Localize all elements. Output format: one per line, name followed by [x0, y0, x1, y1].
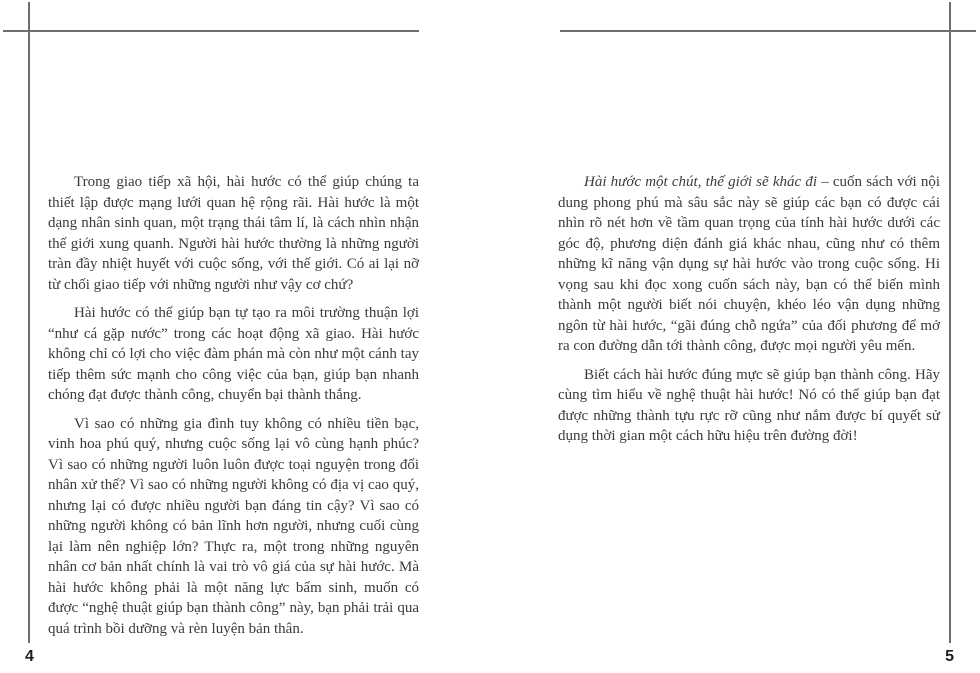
page-number-right: 5 — [945, 648, 954, 665]
paragraph: Biết cách hài hước đúng mực sẽ giúp bạn thành công. Hãy cùng tìm hiểu về nghệ thuật hài hước! Nó có thể giúp bạn đạt được những thành tựu rực rỡ cũng như nắm được bí quyết sử dụng thời gian một cách hữu hiệu trên đường đời! — [558, 366, 940, 444]
book-title-italic: Hài hước một chút, thế giới sẽ khác đi — [584, 174, 818, 190]
right-page-top-rule — [560, 30, 976, 32]
paragraph-text: – cuốn sách với nội dung phong phú mà sâu sắc này sẽ giúp các bạn có được cái nhìn rõ nét hơn về tầm quan trọng của tính hài hước dưới các góc độ, phương diện đánh giá khác nhau, cũng như có thêm những kĩ năng vận dụng sự hài hước vào trong cuộc sống. Hi vọng sau khi đọc xong cuốn sách này, bạn có thể biến mình thành một người biết nói chuyện, khéo léo vận dụng những ngôn từ hài hước, “gãi đúng chỗ ngứa” của đối phương để mở ra con đường dẫn tới thành công, được mọi người yêu mến. — [558, 174, 940, 354]
paragraph: Vì sao có những gia đình tuy không có nhiều tiền bạc, vinh hoa phú quý, nhưng cuộc sống lại vô cùng hạnh phúc? Vì sao có những người luôn luôn được toại nguyện trong đối nhân xử thế? Vì sao có những người không có địa vị cao quý, nhưng lại có được nhiều người bạn đáng tin cậy? Vì sao có những người không có bản lĩnh hơn người, nhưng cuối cùng lại làm nên nghiệp lớn? Thực ra, một trong những nguyên nhân cơ bản nhất chính là vai trò vô giá của sự hài hước. Mà hài hước không phải là một năng lực bẩm sinh, muốn có được “nghệ thuật giúp bạn thành công” này, bạn phải trải qua quá trình bồi dưỡng và rèn luyện bản thân. — [48, 415, 419, 637]
left-page-text-column — [48, 172, 419, 647]
paragraph: Trong giao tiếp xã hội, hài hước có thể giúp chúng ta thiết lập được mạng lưới quan hệ rộng rãi. Hài hước là một dạng nhân sinh quan, một trạng thái tâm lí, là cách nhìn nhận thế giới xung quanh. Người hài hước thường là những người tràn đầy nhiệt huyết với cuộc sống, với thế giới. Có ai lại nỡ từ chối giao tiếp với những người như vậy cơ chứ? — [48, 174, 419, 293]
paragraph: Hài hước có thể giúp bạn tự tạo ra môi trường thuận lợi “như cá gặp nước” trong các hoạt động xã giao. Hài hước không chỉ có lợi cho việc đàm phán mà còn như một cánh tay tiếp thêm sức mạnh cho công việc của bạn, giúp bạn nhanh chóng đạt được thành công, chuyển bại thành thắng. — [48, 305, 419, 403]
left-page-top-rule — [3, 30, 419, 32]
right-page-text-column — [558, 172, 940, 455]
page-number-left: 4 — [25, 648, 34, 665]
left-page-outer-margin-rule — [28, 2, 30, 643]
right-page-outer-margin-rule — [949, 2, 951, 643]
paragraph — [558, 172, 940, 357]
